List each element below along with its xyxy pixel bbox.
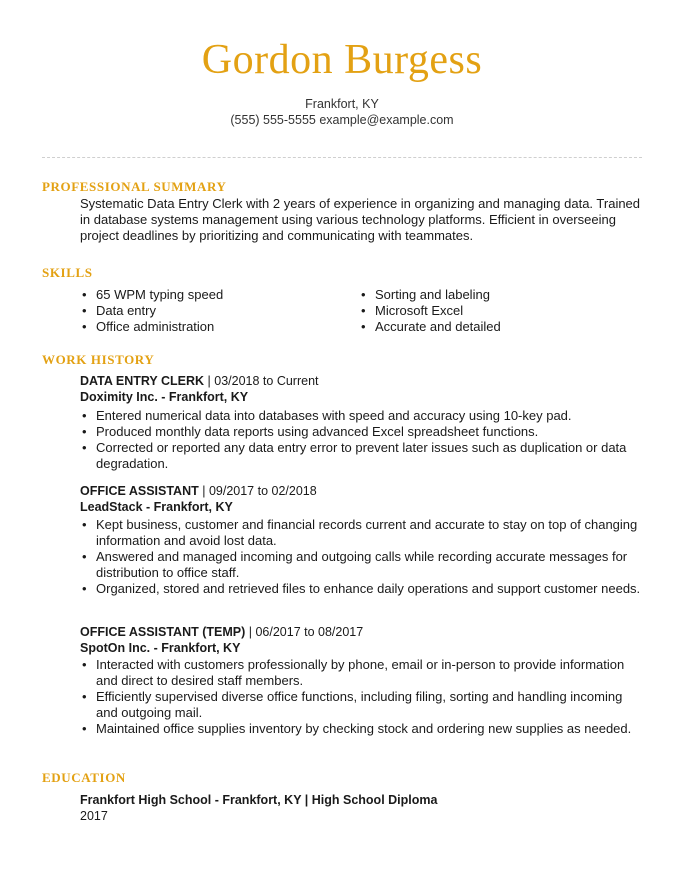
location: Frankfort, KY bbox=[305, 97, 379, 111]
skills-heading: SKILLS bbox=[42, 265, 93, 280]
job-title-line bbox=[80, 483, 317, 499]
job-dates: | 03/2018 to Current bbox=[204, 374, 319, 388]
job-dates: | 06/2017 to 08/2017 bbox=[245, 625, 364, 639]
skill-item: • Accurate and detailed bbox=[359, 319, 619, 335]
job-bullets bbox=[80, 657, 642, 737]
education-year: 2017 bbox=[80, 809, 108, 823]
job-bullet: • Organized, stored and retrieved files to enhance daily operations and support customer needs. bbox=[80, 581, 642, 597]
job-title: OFFICE ASSISTANT bbox=[80, 484, 199, 498]
skill-item: • Sorting and labeling bbox=[359, 287, 619, 303]
skill-item: • Data entry bbox=[80, 303, 340, 319]
skill-item: • Microsoft Excel bbox=[359, 303, 619, 319]
skill-item: • 65 WPM typing speed bbox=[80, 287, 340, 303]
job-title-line bbox=[80, 373, 319, 389]
header-divider bbox=[42, 157, 642, 158]
skill-item: • Office administration bbox=[80, 319, 340, 335]
job-bullet: • Maintained office supplies inventory by checking stock and ordering new supplies as needed. bbox=[80, 721, 642, 737]
job-bullets bbox=[80, 408, 642, 472]
job-dates: | 09/2017 to 02/2018 bbox=[198, 484, 317, 498]
summary-text: Systematic Data Entry Clerk with 2 years of experience in organizing and managing data. Trained in database systems management using various technology platforms. Efficient in overseeing project deadlines by prioritizing and communicating with teammates. bbox=[80, 196, 641, 243]
education-school: Frankfort High School - Frankfort, KY | High School Diploma bbox=[80, 793, 438, 807]
job-company: Doximity Inc. - Frankfort, KY bbox=[80, 390, 249, 404]
job-bullet: • Interacted with customers professionally by phone, email or in-person to provide information and direct to desired staff members. bbox=[80, 657, 642, 689]
job-bullet: • Efficiently supervised diverse office functions, including filing, sorting and handling incoming and outgoing mail. bbox=[80, 689, 642, 721]
job-company: LeadStack - Frankfort, KY bbox=[80, 500, 233, 514]
job-bullet: • Produced monthly data reports using advanced Excel spreadsheet functions. bbox=[80, 424, 642, 440]
education-heading: EDUCATION bbox=[42, 770, 126, 785]
job-title: OFFICE ASSISTANT (TEMP) bbox=[80, 625, 246, 639]
summary-heading: PROFESSIONAL SUMMARY bbox=[42, 179, 227, 194]
job-bullet: • Answered and managed incoming and outgoing calls while recording accurate messages for distribution to office staff. bbox=[80, 549, 642, 581]
job-title-line bbox=[80, 624, 363, 640]
skills-list-left bbox=[80, 287, 340, 335]
job-bullet: • Corrected or reported any data entry error to prevent later issues such as duplication or data degradation. bbox=[80, 440, 642, 472]
job-title: DATA ENTRY CLERK bbox=[80, 374, 205, 388]
job-bullet: • Kept business, customer and financial records current and accurate to stay on top of changing information and avoid lost data. bbox=[80, 517, 642, 549]
job-company: SpotOn Inc. - Frankfort, KY bbox=[80, 641, 241, 655]
candidate-name: Gordon Burgess bbox=[201, 37, 483, 83]
work-history-heading: WORK HISTORY bbox=[42, 352, 155, 367]
skills-list-right bbox=[359, 287, 619, 335]
contact-line: (555) 555-5555 example@example.com bbox=[230, 113, 454, 127]
job-bullet: • Entered numerical data into databases with speed and accuracy using 10-key pad. bbox=[80, 408, 642, 424]
job-bullets bbox=[80, 517, 642, 597]
